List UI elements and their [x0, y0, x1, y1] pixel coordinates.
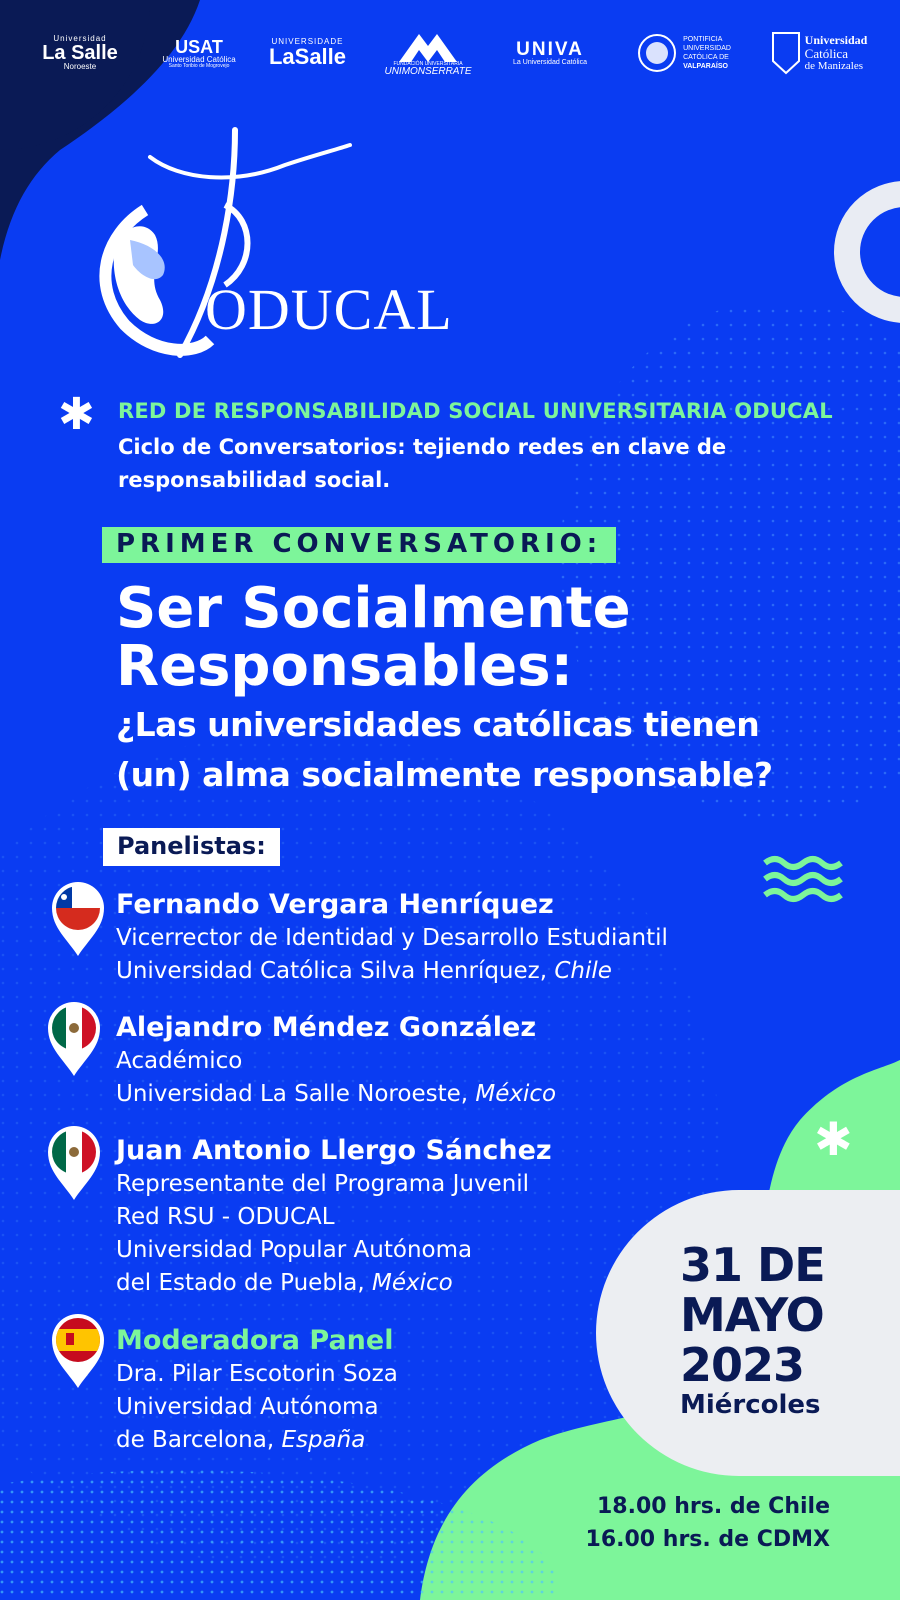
cycle-description-line: responsabilidad social. — [118, 468, 391, 492]
moderator-name: Dra. Pilar Escotorin Soza — [116, 1361, 398, 1387]
waves-icon — [763, 855, 845, 903]
moderator-label: Moderadora Panel — [116, 1325, 394, 1356]
panelist-country: Chile — [554, 958, 612, 984]
panelist-country: México — [372, 1270, 453, 1296]
panelist-role: Vicerrector de Identidad y Desarrollo Estudiantil — [116, 925, 668, 951]
panelist-institution: Universidad Católica Silva Henríquez, Chile — [116, 958, 612, 984]
event-title — [116, 576, 631, 699]
mexico-flag-icon — [44, 1124, 104, 1202]
mountain-icon — [397, 30, 459, 62]
panelist-role: Académico — [116, 1048, 243, 1074]
panelist-country: México — [475, 1081, 557, 1107]
panelist-3 — [116, 1134, 552, 1300]
lasalle-logo: UNIVERSIDADE LaSalle — [268, 37, 347, 69]
panelist-name: Fernando Vergara Henríquez — [116, 889, 554, 920]
panelist-2 — [116, 1011, 556, 1111]
panelists-label: Panelistas: — [103, 828, 280, 866]
network-title: RED DE RESPONSABILIDAD SOCIAL UNIVERSITARIA ODUCAL — [118, 399, 833, 423]
date-weekday: Miércoles — [680, 1390, 821, 1420]
event-date — [680, 1240, 825, 1420]
usat-logo: USAT Universidad Católica Santo Toribio de Mogrovejo — [162, 36, 236, 69]
moderator — [116, 1324, 398, 1457]
first-talk-label: PRIMER CONVERSATORIO: — [102, 527, 616, 563]
moderator-institution: Universidad Autónoma — [116, 1394, 379, 1420]
date-year: 2023 — [680, 1338, 805, 1392]
panelist-network: Red RSU - ODUCAL — [116, 1204, 335, 1230]
date-day: 31 DE — [680, 1238, 825, 1292]
spain-flag-icon — [48, 1312, 108, 1390]
event-subtitle-line: ¿Las universidades católicas tienen — [116, 705, 760, 744]
chile-flag-icon — [48, 880, 108, 958]
univa-logo: UNIVA La Universidad Católica — [513, 39, 587, 66]
panelist-role: Representante del Programa Juvenil — [116, 1171, 530, 1197]
panelist-name: Juan Antonio Llergo Sánchez — [116, 1135, 552, 1166]
pucv-logo: PONTIFICIA UNIVERSIDAD CATÓLICA DE VALPARAÍSO — [628, 24, 740, 82]
panelist-1 — [116, 888, 668, 988]
moderator-institution: de Barcelona, España — [116, 1427, 366, 1453]
event-title-line: Responsables: — [116, 634, 573, 699]
event-times — [586, 1490, 830, 1556]
event-title-line: Ser Socialmente — [116, 576, 631, 641]
lasalle-noroeste-logo: Universidad La Salle Noroeste — [42, 34, 118, 71]
panelist-name: Alejandro Méndez González — [116, 1012, 537, 1043]
oducal-logo-text: ODUCAL — [205, 277, 453, 342]
panelist-institution: Universidad La Salle Noroeste, México — [116, 1081, 557, 1107]
seal-icon — [637, 33, 677, 73]
ucm-logo: Universidad Católica de Manizales — [758, 24, 880, 82]
asterisk-icon: ✱ — [58, 389, 95, 440]
panelist-institution: Universidad Popular Autónoma — [116, 1237, 473, 1263]
shield-icon — [771, 31, 801, 75]
event-subtitle — [116, 700, 773, 800]
panelist-institution: del Estado de Puebla, México — [116, 1270, 453, 1296]
moderator-country: España — [281, 1427, 366, 1453]
unimonserrate-logo: FUNDACIÓN UNIVERSITARIA UNIMONSERRATE — [383, 24, 473, 82]
date-month: MAYO — [680, 1288, 824, 1342]
time-cdmx: 16.00 hrs. de CDMX — [585, 1527, 830, 1552]
cycle-description — [118, 431, 726, 497]
asterisk-icon: ✱ — [814, 1112, 853, 1166]
mexico-flag-icon — [44, 1000, 104, 1078]
time-chile: 18.00 hrs. de Chile — [596, 1494, 830, 1519]
cycle-description-line: Ciclo de Conversatorios: tejiendo redes en clave de — [118, 435, 727, 459]
event-subtitle-line: (un) alma socialmente responsable? — [116, 755, 773, 794]
